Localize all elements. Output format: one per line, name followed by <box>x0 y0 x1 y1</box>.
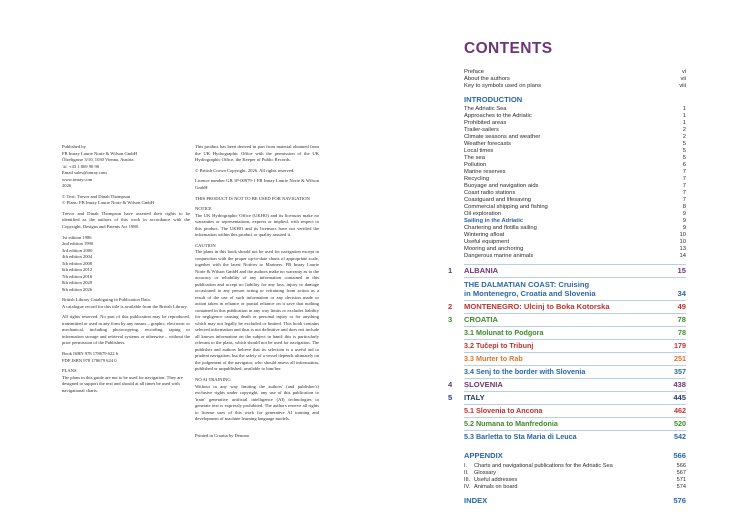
chapter-croatia[interactable]: 3 CROATIA 78 <box>448 315 686 324</box>
toc-entry[interactable]: Chartering and flotilla sailing 9 <box>464 225 686 231</box>
chapter-italy[interactable]: 5 ITALY 445 <box>448 393 686 402</box>
introduction-heading[interactable]: INTRODUCTION <box>464 95 523 104</box>
toc-entry[interactable]: Oil exploration 9 <box>464 211 686 217</box>
divider <box>464 352 686 353</box>
index-heading[interactable]: INDEX 576 <box>464 496 686 505</box>
not-for-navigation: THIS PRODUCT IS NOT TO BE USED FOR NAVIGATION <box>195 195 310 201</box>
toc-entry[interactable]: Mooring and anchoring 13 <box>464 246 686 252</box>
toc-entry[interactable]: The Adriatic Sea 1 <box>464 106 686 112</box>
toc-entry[interactable]: Dangerous marine animals 14 <box>464 253 686 259</box>
toc-entry[interactable]: Recycling 7 <box>464 176 686 182</box>
licence-number: Licence number GB 1P-00979-1 FB Imray Laurie Norie & Wilson GmbH <box>195 178 319 190</box>
crown-copyright: © British Crown Copyright, 2026. All rights reserved. <box>195 167 295 173</box>
dalmatian-coast-section[interactable]: THE DALMATIAN COAST: Cruising in Montenegro, Croatia and Slovenia 34 <box>464 280 686 298</box>
appendix-entry[interactable]: I. Charts and navigational publications for the Adriatic Sea 566 <box>464 463 686 469</box>
divider <box>464 339 686 340</box>
plans-note: PLANS The plans in this guide are not to be used for navigation. They are designed to support the text and should at all times be used with navigational charts. <box>62 368 183 393</box>
divider <box>464 326 686 327</box>
toc-entry[interactable]: Useful equipment 10 <box>464 239 686 245</box>
divider <box>464 417 686 418</box>
chapter-slovenia[interactable]: 4 SLOVENIA 438 <box>448 380 686 389</box>
divider <box>464 391 686 392</box>
section-3-1[interactable]: 3.1 Molunat to Podgora 78 <box>464 328 686 337</box>
divider <box>464 365 686 366</box>
toc-entry[interactable]: Preface vi <box>464 69 686 75</box>
toc-entry[interactable]: The sea 5 <box>464 155 686 161</box>
cataloguing-note: British Library Cataloguing in Publication Data. A catalogue record for this title is available from the British Library. <box>62 297 188 309</box>
copyright-block: © Text: Trevor and Dinah Thompson © Plans: FB Imray Laurie Norie & Wilson GmbH <box>62 193 155 206</box>
toc-entry[interactable]: Trailer-sailers 2 <box>464 127 686 133</box>
contents-title: CONTENTS <box>464 40 553 57</box>
publisher-block: Published by FB Imray Laurie Norie & Wilson GmbH Ölzeltgasse 3/10, 1030 Vienna, Austria ☏ +43 1 869 90 90 Email sales@imray.com www.imray.com 2026 <box>62 144 138 188</box>
toc-entry[interactable]: Key to symbols used on plans viii <box>464 83 686 89</box>
section-5-1[interactable]: 5.1 Slovenia to Ancona 462 <box>464 406 686 415</box>
toc-entry[interactable]: Climate seasons and weather 2 <box>464 134 686 140</box>
divider <box>464 378 686 379</box>
appendix-heading[interactable]: APPENDIX 566 <box>464 451 686 460</box>
toc-entry[interactable]: Wintering afloat 10 <box>464 232 686 238</box>
toc-entry[interactable]: Pollution 6 <box>464 162 686 168</box>
no-ai-training-section: NO AI TRAINING Without in any way limiting the authors' (and publisher's) exclusive rights under copyright, any use of this publication to 'train' generative artificial intelligence (AI) technologies to generate text is expressly prohibited. The authors reserve all rights to license uses of this work for generative AI training and development of machine learning language models. <box>195 377 319 422</box>
appendix-entry[interactable]: IV. Animals on board 574 <box>464 484 686 490</box>
toc-entry[interactable]: Coastguard and lifesaving 7 <box>464 197 686 203</box>
divider <box>464 300 686 301</box>
divider <box>464 313 686 314</box>
caution-section: CAUTION The plans in this book should not be used for navigation except in conjunction with the proper up-to-date charts of appropriate scale, together with the latest Notices to Mariners. FB Imray Laurie Norie & Wilson GmbH and the authors make no warranty as to the accuracy or reliability of any information contained in this publication and accept no liability for any loss, injury or damage occasioned to any person acting or refraining from action as a result of the use of such information or any decision made or action taken in reliance or partial reliance on it save that nothing contained in this publication in any way limits or excludes liability for negligence causing death or personal injury or for anything which may not legally be excluded or limited. This book contains selected information and thus is not definitive and does not include all known information on the subject in hand; this is particularly relevant to the plans, which should not be used for navigation. The publisher and authors believe that its selection is a useful aid to prudent navigation, but the safety of a vessel depends ultimately on the judgement of the navigator, who should assess all information, published or unpublished, available to him/her. <box>195 242 319 372</box>
notice-section: NOTICE The UK Hydrographic Office (UKHO) and its licensors make no warranties or representations, express or implied, with respect to this product. The UKHO and its licensors have not verified the information within this product or quality assured it. <box>195 206 319 238</box>
toc-entry-highlighted[interactable]: Sailing in the Adriatic 9 <box>464 218 686 224</box>
toc-entry[interactable]: Commercial shipping and fishing 8 <box>464 204 686 210</box>
ukho-derived-note: This product has been derived in part from material obtained from the UK Hydrographic Office with the permission of the UK Hydrographic Office, the Keeper of Public Records. <box>195 144 319 162</box>
legal-column <box>195 144 319 443</box>
divider <box>464 277 686 278</box>
all-rights-reserved: All rights reserved. No part of this publication may be reproduced, transmitted or used in any form by any means – graphic, electronic or mechanical, including photocopying, recording, taping or information storage and retrieval systems or otherwise – without the prior permission of the Publishers. <box>62 314 190 346</box>
toc-entry[interactable]: Marine reserves 7 <box>464 169 686 175</box>
edition-history: 1st edition 1986 2nd edition 1990 3rd edition 2000 4th edition 2004 5th edition 2008 6th edition 2012 7th edition 2016 8th edition 2020 9th edition 2026 <box>62 234 94 292</box>
section-5-3[interactable]: 5.3 Barletta to Sta Maria di Leuca 542 <box>464 432 686 441</box>
toc-entry[interactable]: Prohibited areas 1 <box>464 120 686 126</box>
divider <box>464 430 686 431</box>
divider <box>464 264 686 265</box>
toc-entry[interactable]: Approaches to the Adriatic 1 <box>464 113 686 119</box>
toc-entry[interactable]: Weather forecasts 5 <box>464 141 686 147</box>
rights-statement: Trevor and Dinah Thompson have asserted their rights to be identified as the authors of this work in accordance with the Copyright, Designs and Patents Act 1988. <box>62 210 190 229</box>
isbn-block: Book ISBN 978 178679 622 6 PDF ISBN 978 178679 624 0 <box>62 351 119 363</box>
chapter-montenegro[interactable]: 2 MONTENEGRO: Ulcinj to Boka Kotorska 49 <box>448 302 686 311</box>
toc-entry[interactable]: Buoyage and navigation aids 7 <box>464 183 686 189</box>
section-5-2[interactable]: 5.2 Numana to Manfredonia 520 <box>464 419 686 428</box>
toc-entry[interactable]: Coast radio stations 7 <box>464 190 686 196</box>
section-3-2[interactable]: 3.2 Tučepi to Tribunj 179 <box>464 341 686 350</box>
appendix-entry[interactable]: II. Glossary 567 <box>464 470 686 476</box>
divider <box>464 404 686 405</box>
section-3-3[interactable]: 3.3 Murter to Rab 251 <box>464 354 686 363</box>
imprint-column <box>62 144 190 399</box>
chapter-albania[interactable]: 1 ALBANIA 15 <box>448 266 686 275</box>
printed-in: Printed in Croatia by Denona <box>195 432 249 438</box>
toc-entry[interactable]: About the authors vii <box>464 76 686 82</box>
appendix-entry[interactable]: III. Useful addresses 571 <box>464 477 686 483</box>
toc-entry[interactable]: Local times 5 <box>464 148 686 154</box>
section-3-4[interactable]: 3.4 Senj to the border with Slovenia 357 <box>464 367 686 376</box>
